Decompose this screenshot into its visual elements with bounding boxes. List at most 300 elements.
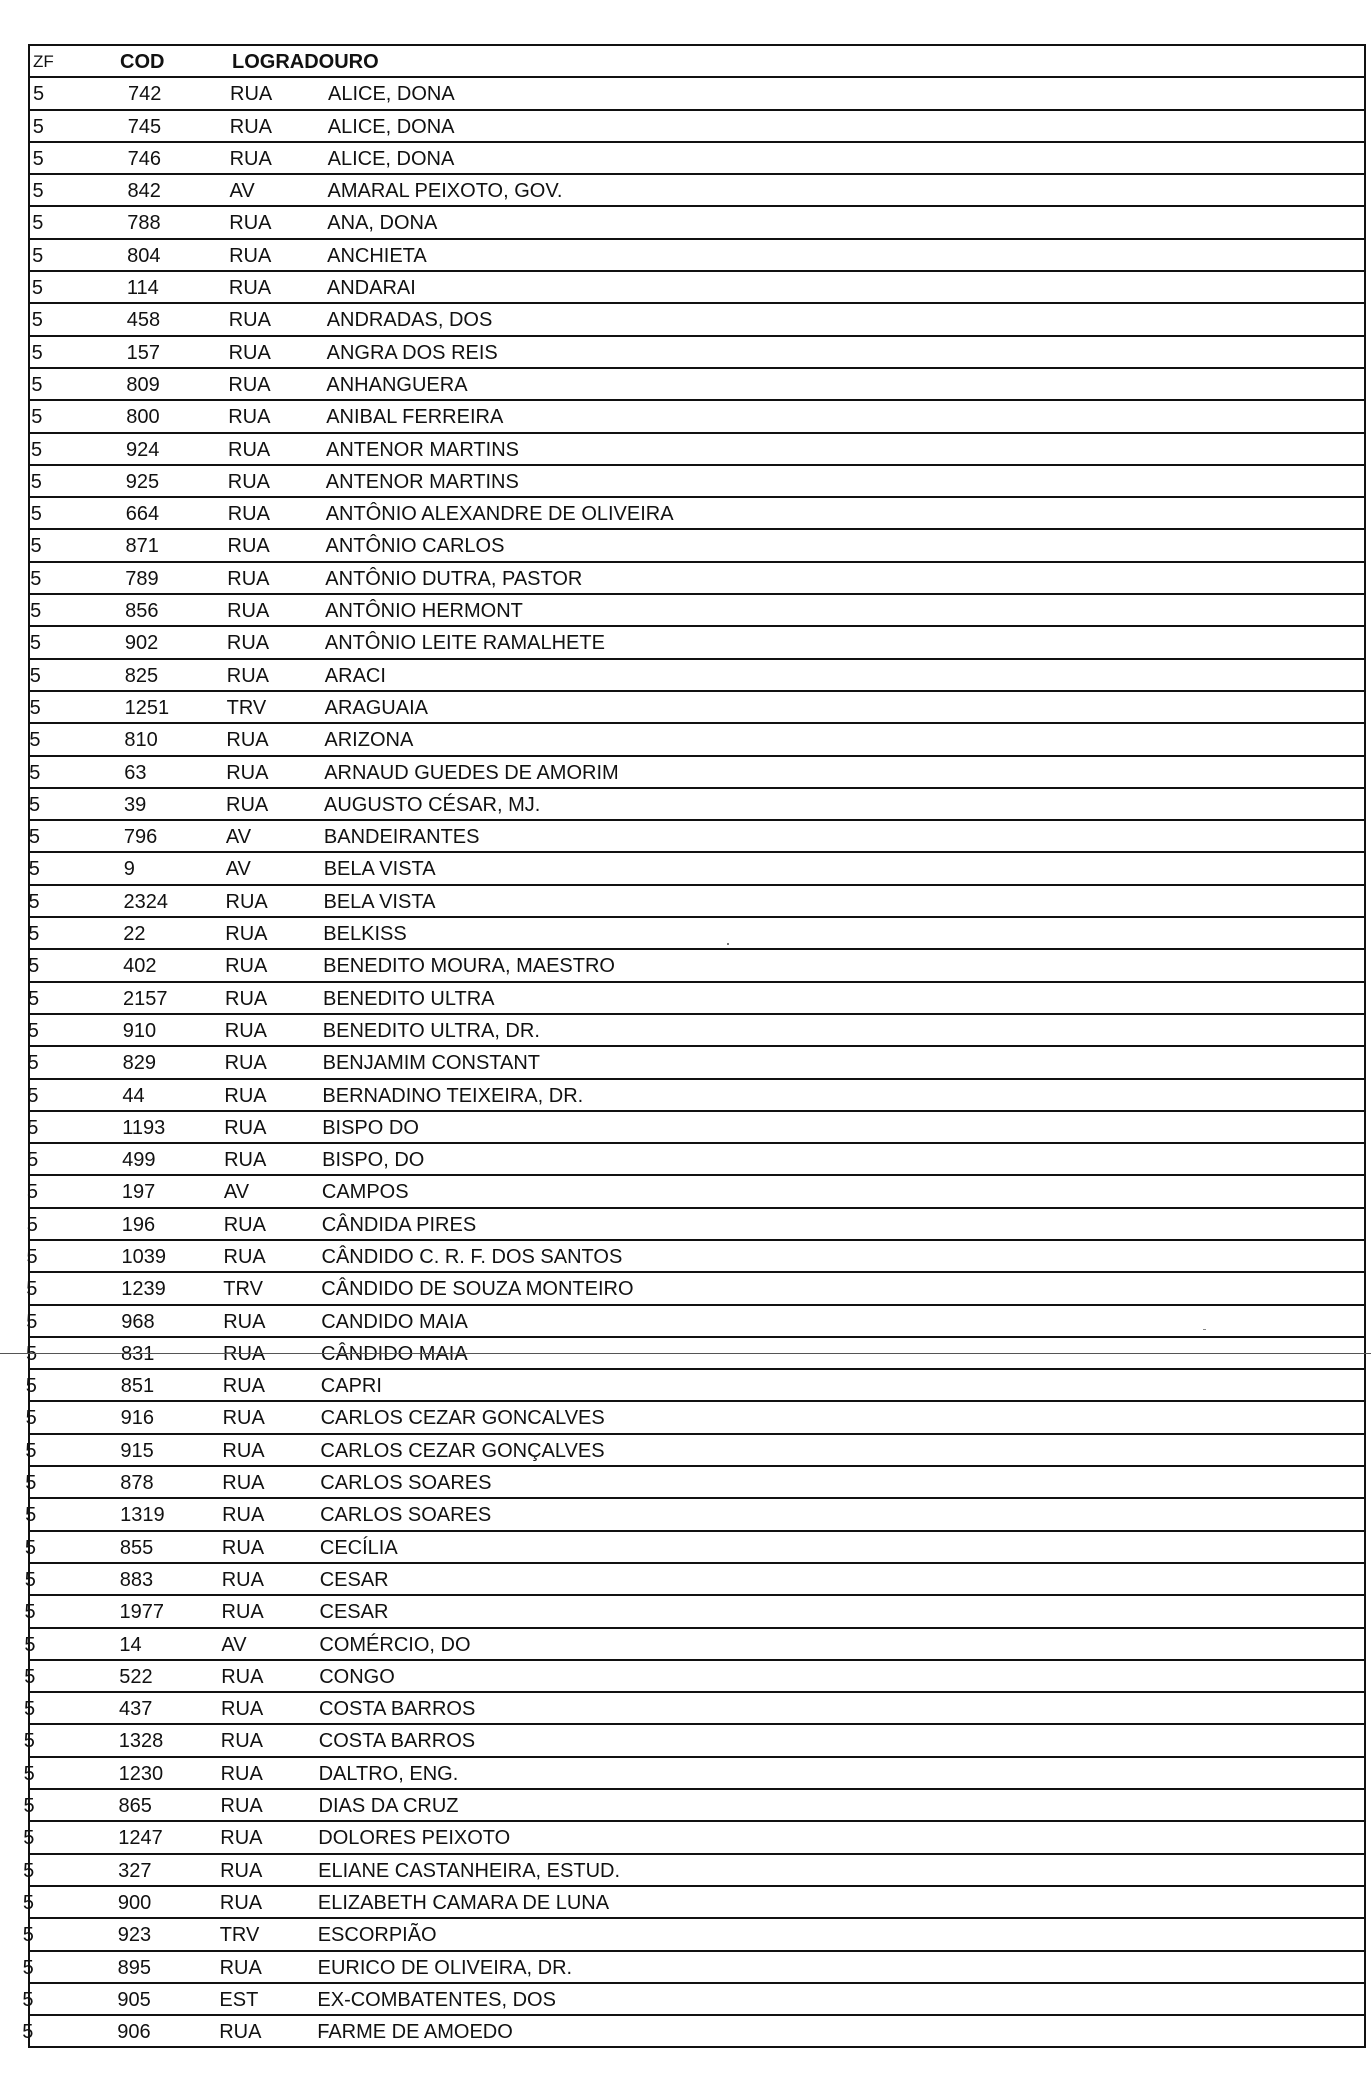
row-tipo: RUA [223,1245,266,1268]
row-nome: ARACI [324,664,386,687]
row-tipo: RUA [229,147,272,170]
row-tipo: TRV [226,696,267,719]
row-tipo: RUA [219,2021,262,2044]
row-tipo: TRV [223,1278,263,1301]
table-row [24,1532,1364,1564]
table-row [30,498,1364,530]
row-tipo: RUA [220,1762,263,1785]
row-cod: 796 [123,826,158,849]
row-zf: 5 [26,1213,38,1236]
table-row [30,950,1364,982]
row-tipo: RUA [225,955,268,978]
row-tipo: AV [229,180,255,203]
row-zf: 5 [24,1633,36,1656]
row-cod: 878 [120,1472,154,1495]
row-tipo: RUA [221,1568,264,1591]
table-row [24,1629,1364,1661]
table-row [30,369,1364,401]
row-cod: 829 [122,1052,156,1075]
row-cod: 63 [124,761,147,784]
row-zf: 5 [26,1245,38,1268]
row-cod: 402 [123,955,157,978]
row-zf: 5 [22,1988,34,2011]
row-tipo: RUA [221,1665,264,1688]
row-tipo: TRV [219,1924,260,1947]
row-nome: CECÍLIA [319,1536,398,1559]
row-zf: 5 [29,761,41,784]
row-cod: 1193 [122,1116,166,1139]
row-zf: 5 [29,793,41,816]
row-tipo: RUA [228,277,272,300]
table-row [30,143,1364,175]
row-zf: 5 [30,567,42,590]
row-zf: 5 [31,277,44,300]
row-zf: 5 [23,1827,35,1850]
row-cod: 895 [117,1956,151,1979]
table-row [30,627,1364,659]
row-cod: 968 [121,1310,155,1333]
row-zf: 5 [25,1375,37,1398]
row-zf: 5 [27,1116,39,1139]
row-nome: CÂNDIDA PIRES [321,1213,477,1236]
table-row [26,1176,1364,1208]
row-nome: CESAR [319,1601,389,1624]
row-cod: 14 [119,1633,142,1656]
row-zf: 5 [31,309,43,332]
row-cod: 865 [118,1795,152,1818]
row-zf: 5 [31,341,43,364]
row-cod: 905 [117,1988,151,2011]
row-zf: 5 [30,503,42,526]
row-zf: 5 [30,535,42,558]
table-row [25,1435,1364,1467]
row-zf: 5 [27,1084,39,1107]
row-nome: BELKISS [323,923,407,946]
row-zf: 5 [32,115,44,138]
table-row [30,595,1364,627]
table-row [30,821,1364,853]
row-zf: 5 [27,1149,39,1172]
row-zf: 5 [29,632,42,655]
table-row [22,1984,1364,2016]
row-nome: ELIZABETH CAMARA DE LUNA [317,1891,610,1914]
header-zf: ZF [33,52,54,71]
table-row [26,1273,1364,1305]
row-zf: 5 [24,1568,36,1591]
row-zf: 5 [23,1762,35,1785]
row-cod: 916 [120,1407,154,1430]
row-nome: ANTENOR MARTINS [325,470,519,493]
row-nome: CÂNDIDO C. R. F. DOS SANTOS [321,1245,623,1268]
row-cod: 1328 [118,1730,164,1753]
row-cod: 327 [118,1859,152,1882]
table-row [24,1564,1364,1596]
row-nome: BENEDITO MOURA, MAESTRO [323,955,615,978]
row-nome: AUGUSTO CÉSAR, MJ. [324,793,541,816]
row-tipo: AV [225,858,251,881]
row-tipo: RUA [220,1859,263,1882]
row-tipo: RUA [229,212,272,235]
row-zf: 5 [28,955,40,978]
row-zf: 5 [25,1472,37,1495]
scan-artifact-line [0,1353,1371,1354]
row-zf: 5 [25,1439,37,1462]
row-cod: 810 [124,729,158,752]
row-nome: BISPO DO [322,1116,419,1139]
row-tipo: EST [219,1988,259,2011]
row-tipo: RUA [223,1310,266,1333]
table-row [23,1725,1364,1757]
header-cod: COD [120,51,165,73]
table-row [27,1015,1364,1047]
row-tipo: RUA [228,373,271,396]
row-zf: 5 [22,2021,34,2044]
row-cod: 114 [126,277,159,300]
table-row [27,1080,1364,1112]
scan-speck [727,943,729,945]
table-row [25,1499,1364,1531]
table-row [30,886,1364,918]
row-cod: 925 [125,470,160,493]
row-tipo: RUA [228,341,271,364]
row-cod: 437 [119,1698,153,1721]
row-cod: 664 [125,503,160,526]
table-row [26,1338,1364,1370]
table-row [22,1887,1364,1919]
row-nome: COMÉRCIO, DO [319,1633,471,1656]
row-cod: 789 [125,567,159,590]
row-zf: 5 [31,438,43,461]
row-tipo: RUA [224,1149,267,1172]
row-zf: 5 [23,1859,35,1882]
row-nome: ALICE, DONA [328,83,455,106]
row-nome: CONGO [319,1665,395,1688]
row-cod: 900 [117,1891,152,1914]
row-zf: 5 [31,406,43,429]
table-row [30,918,1364,950]
row-tipo: RUA [221,1601,264,1624]
row-zf: 5 [24,1536,37,1559]
row-cod: 742 [128,83,162,106]
row-tipo: RUA [224,1084,267,1107]
table-row [24,1596,1364,1628]
table-row [23,1855,1364,1887]
row-cod: 9 [123,858,135,881]
row-nome: DALTRO, ENG. [318,1762,459,1785]
row-cod: 804 [127,244,161,267]
table-row [30,434,1364,466]
row-nome: ANTÔNIO LEITE RAMALHETE [324,632,605,655]
row-zf: 5 [28,890,40,913]
row-zf: 5 [24,1665,36,1688]
row-cod: 923 [117,1924,152,1947]
row-cod: 825 [124,664,159,687]
table-row [30,111,1364,143]
row-nome: BANDEIRANTES [323,826,480,849]
table-row [24,1693,1364,1725]
row-cod: 809 [126,373,160,396]
row-tipo: RUA [224,1019,268,1042]
row-cod: 499 [122,1149,156,1172]
row-nome: AMARAL PEIXOTO, GOV. [327,180,563,203]
row-cod: 1319 [120,1504,165,1527]
row-zf: 5 [28,987,40,1010]
row-zf: 5 [32,244,44,267]
table-row [23,1758,1364,1790]
row-cod: 1239 [121,1278,166,1301]
row-tipo: RUA [225,923,268,946]
row-cod: 1977 [119,1601,164,1624]
row-tipo: RUA [228,309,271,332]
table-row [30,757,1364,789]
row-tipo: RUA [225,890,268,913]
row-nome: DOLORES PEIXOTO [318,1827,511,1850]
row-tipo: AV [225,826,252,849]
row-zf: 5 [23,1795,35,1818]
row-tipo: RUA [230,83,273,106]
row-cod: 871 [125,535,159,558]
row-nome: ANTÔNIO HERMONT [325,600,523,623]
table-row [23,1822,1364,1854]
row-tipo: RUA [226,761,269,784]
row-tipo: RUA [222,1472,265,1495]
row-zf: 5 [29,696,41,719]
row-nome: FARME DE AMOEDO [317,2021,513,2044]
row-cod: 458 [126,309,161,332]
table-row [25,1402,1364,1434]
table-row [25,1467,1364,1499]
row-cod: 856 [125,600,159,623]
table-row [26,1209,1364,1241]
row-nome: EX-COMBATENTES, DOS [317,1988,556,2011]
row-cod: 831 [121,1342,155,1365]
row-zf: 5 [26,1278,38,1301]
row-nome: COSTA BARROS [318,1730,476,1753]
row-zf: 5 [25,1504,37,1527]
row-cod: 1230 [118,1762,164,1785]
row-tipo: RUA [226,632,270,655]
row-tipo: RUA [227,470,271,493]
row-nome: DIAS DA CRUZ [318,1795,459,1818]
row-zf: 5 [26,1181,39,1204]
row-tipo: RUA [228,438,271,461]
row-cod: 746 [127,147,161,170]
row-zf: 5 [30,470,42,493]
table-row [30,272,1364,304]
row-tipo: RUA [223,1342,266,1365]
row-cod: 902 [124,632,159,655]
row-tipo: AV [223,1181,250,1204]
table-row [30,692,1364,724]
row-tipo: RUA [226,793,269,816]
row-nome: ANTÔNIO CARLOS [325,535,505,558]
row-nome: CAPRI [320,1375,382,1398]
row-cod: 1039 [121,1245,166,1268]
scan-speck [1203,1329,1206,1330]
row-nome: BELA VISTA [323,858,436,881]
row-nome: ANHANGUERA [326,373,468,396]
table-row [22,1919,1364,1951]
row-cod: 2324 [123,890,168,913]
row-tipo: RUA [222,1407,265,1430]
row-zf: 5 [26,1342,38,1365]
row-zf: 5 [29,664,41,687]
row-tipo: RUA [229,244,272,267]
row-cod: 196 [121,1213,156,1236]
row-nome: EURICO DE OLIVEIRA, DR. [317,1956,573,1979]
row-zf: 5 [32,180,44,203]
row-cod: 910 [122,1019,157,1042]
header-logradouro: LOGRADOURO [232,51,379,73]
row-tipo: RUA [220,1730,264,1753]
row-nome: ANGRA DOS REIS [326,341,498,364]
row-cod: 522 [119,1665,153,1688]
table-row [30,304,1364,336]
table-row [25,1370,1364,1402]
row-nome: CAMPOS [321,1181,409,1204]
row-zf: 5 [24,1698,36,1721]
row-tipo: RUA [220,1827,263,1850]
row-zf: 5 [25,1407,37,1430]
row-cod: 1251 [124,696,170,719]
table-body [22,78,1364,2048]
row-nome: CANDIDO MAIA [321,1310,468,1333]
row-zf: 5 [29,729,41,752]
row-tipo: RUA [225,987,268,1010]
row-nome: ALICE, DONA [327,147,455,170]
row-cod: 44 [122,1084,145,1107]
row-cod: 2157 [123,987,168,1010]
row-nome: BELA VISTA [323,890,436,913]
row-tipo: RUA [221,1536,265,1559]
row-cod: 800 [126,406,160,429]
row-tipo: RUA [228,406,271,429]
row-zf: 5 [22,1924,34,1947]
row-zf: 5 [27,1052,39,1075]
table-row [26,1306,1364,1338]
row-tipo: RUA [224,1052,267,1075]
row-tipo: AV [221,1633,247,1656]
row-nome: ARAGUAIA [324,696,428,719]
row-cod: 39 [124,793,147,816]
row-cod: 924 [126,438,160,461]
table-row [30,530,1364,562]
row-cod: 842 [127,180,161,203]
row-nome: COSTA BARROS [319,1698,476,1721]
table-row [30,983,1364,1015]
row-zf: 5 [28,923,40,946]
row-zf: 5 [32,147,44,170]
row-tipo: RUA [224,1116,267,1139]
table-row [30,466,1364,498]
row-nome: ANIBAL FERREIRA [326,406,504,429]
table-row [30,401,1364,433]
row-cod: 788 [127,212,161,235]
street-table [22,44,1366,2048]
row-nome: CARLOS SOARES [320,1472,492,1495]
row-tipo: RUA [227,600,270,623]
table-row [27,1047,1364,1079]
row-nome: BENEDITO ULTRA, DR. [322,1019,540,1042]
row-zf: 5 [24,1601,36,1624]
table-row [23,1790,1364,1822]
row-nome: BERNADINO TEIXEIRA, DR. [322,1084,584,1107]
row-nome: ANA, DONA [327,212,438,235]
table-row [24,1661,1364,1693]
row-nome: ANTÔNIO DUTRA, PASTOR [325,567,583,590]
table-row [30,240,1364,272]
row-cod: 915 [120,1439,154,1462]
row-tipo: RUA [227,503,270,526]
row-zf: 5 [26,1310,38,1333]
row-tipo: RUA [226,729,269,752]
row-nome: CESAR [319,1568,389,1591]
row-cod: 883 [119,1568,154,1591]
row-zf: 5 [22,1956,34,1979]
row-nome: CÂNDIDO MAIA [321,1342,468,1365]
row-tipo: RUA [222,1375,266,1398]
table-row [22,1952,1364,1984]
table-row [27,1144,1364,1176]
row-tipo: RUA [219,1956,262,1979]
row-cod: 851 [120,1375,155,1398]
row-zf: 5 [27,1019,39,1042]
row-cod: 1247 [118,1827,163,1850]
row-cod: 745 [127,115,162,138]
row-cod: 22 [123,923,146,946]
row-cod: 855 [119,1536,154,1559]
row-nome: ANTÔNIO ALEXANDRE DE OLIVEIRA [325,503,674,526]
row-tipo: RUA [226,664,270,687]
row-nome: BENJAMIM CONSTANT [322,1052,541,1075]
row-tipo: RUA [227,567,270,590]
row-nome: ARIZONA [324,729,414,752]
table-row [27,1112,1364,1144]
table-row [30,78,1364,110]
table-row [30,853,1364,885]
table-row [30,563,1364,595]
row-nome: ELIANE CASTANHEIRA, ESTUD. [318,1859,621,1882]
table-row [30,337,1364,369]
row-nome: CARLOS CEZAR GONCALVES [320,1407,605,1430]
table-row [30,789,1364,821]
table-row [30,207,1364,239]
row-tipo: RUA [222,1504,265,1527]
row-zf: 5 [31,373,43,396]
row-zf: 5 [22,1891,35,1914]
table-row [30,660,1364,692]
row-nome: BENEDITO ULTRA [323,987,495,1010]
row-tipo: RUA [220,1795,263,1818]
table-row [26,1241,1364,1273]
row-tipo: RUA [221,1698,264,1721]
row-cod: 197 [121,1181,156,1204]
row-nome: CÂNDIDO DE SOUZA MONTEIRO [321,1278,634,1301]
row-nome: BISPO, DO [322,1149,425,1172]
row-tipo: RUA [222,1439,265,1462]
row-nome: ESCORPIÃO [317,1924,437,1947]
row-nome: ANTENOR MARTINS [326,438,519,461]
row-tipo: RUA [227,535,270,558]
row-tipo: RUA [219,1891,263,1914]
row-tipo: RUA [223,1213,266,1236]
row-nome: CARLOS SOARES [320,1504,492,1527]
row-nome: CARLOS CEZAR GONÇALVES [320,1439,605,1462]
row-tipo: RUA [229,115,273,138]
row-cod: 157 [126,341,160,364]
table-row [22,2016,1364,2048]
row-zf: 5 [30,600,42,623]
